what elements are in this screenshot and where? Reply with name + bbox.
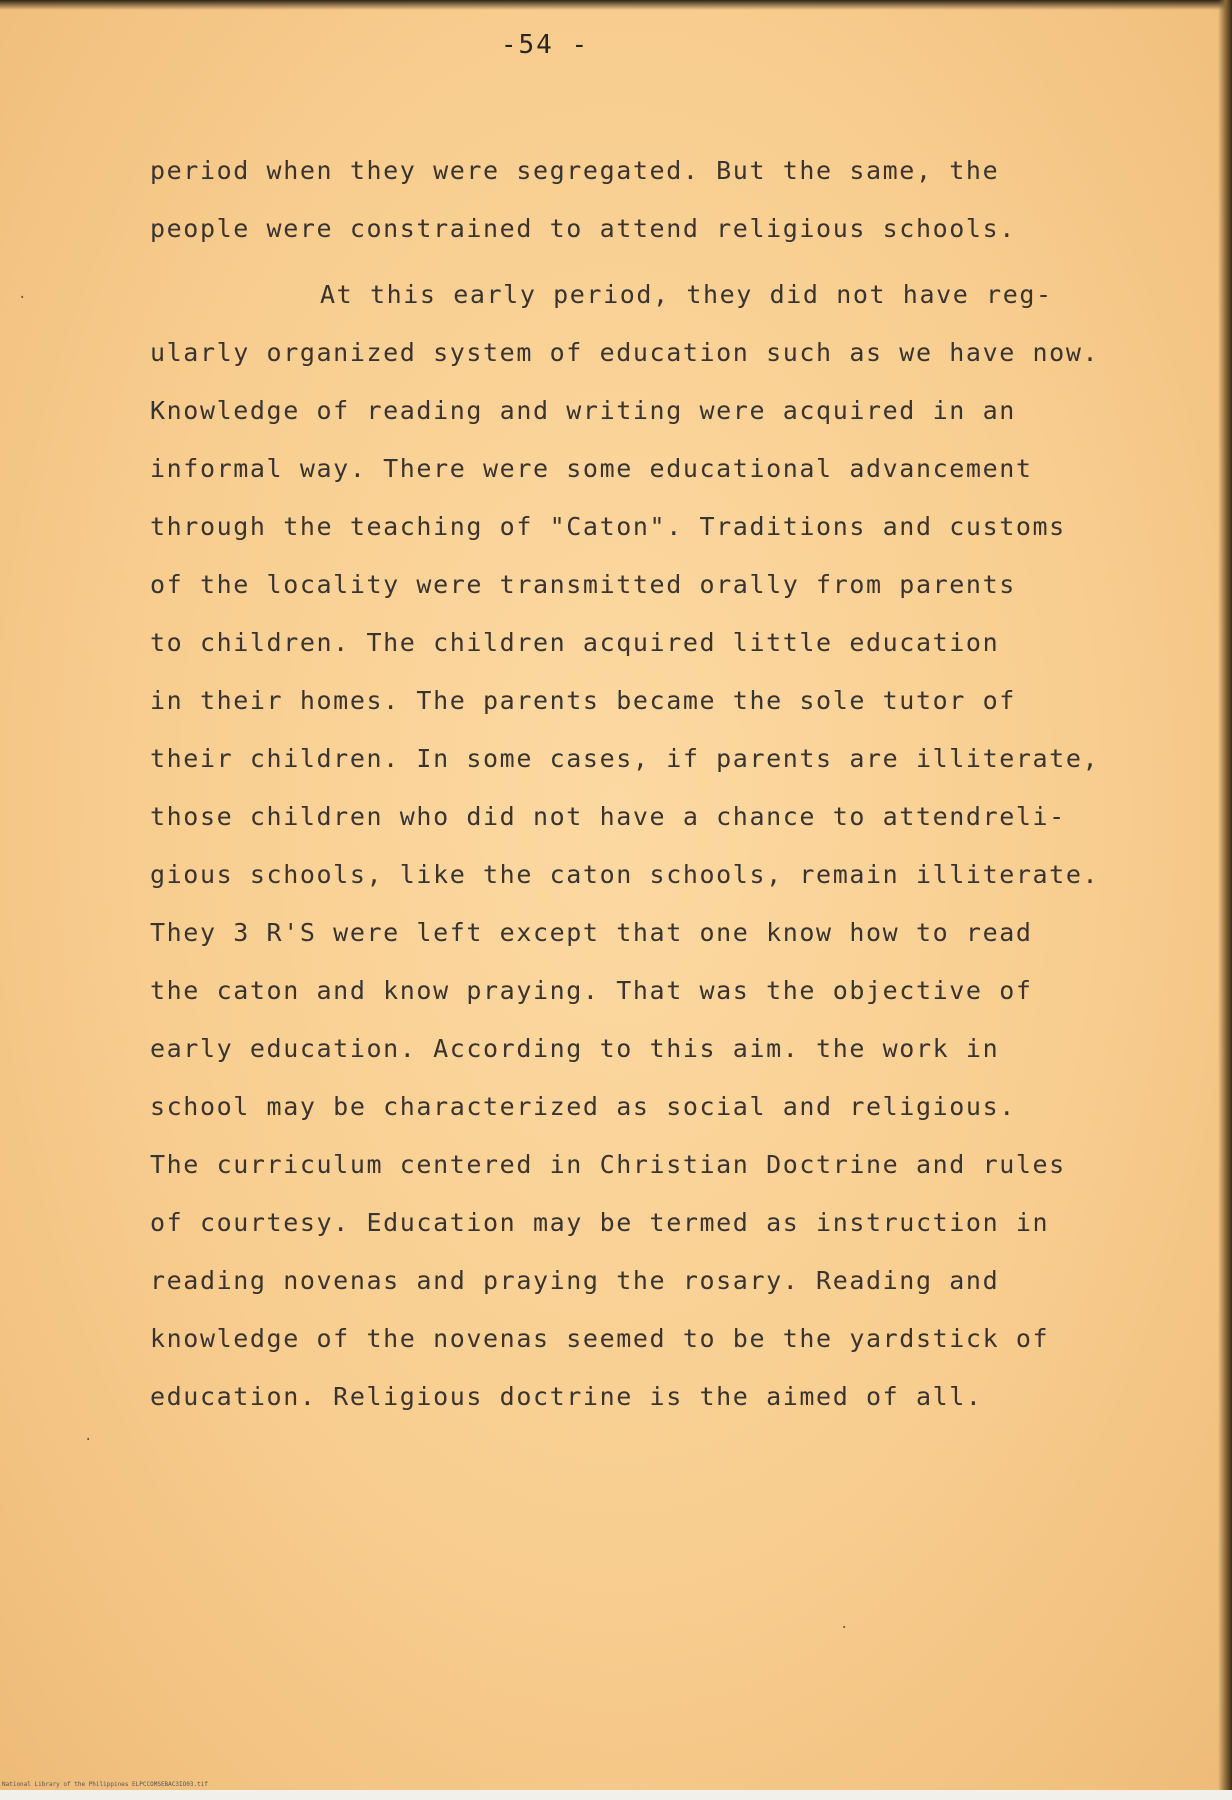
- text-line: period when they were segregated. But the same, the: [150, 156, 1000, 185]
- text-line: At this early period, they did not have reg-: [320, 280, 1053, 309]
- body-text: [150, 142, 1160, 1426]
- text-line: They 3 R'S were left except that one know how to read: [150, 918, 1033, 947]
- text-line: informal way. There were some educational advancement: [150, 454, 1033, 483]
- text-line: people were constrained to attend religious schools.: [150, 214, 1016, 243]
- text-line: their children. In some cases, if parents are illiterate,: [150, 744, 1100, 773]
- text-line: school may be characterized as social and religious.: [150, 1092, 1016, 1121]
- text-line: ularly organized system of education such as we have now.: [150, 338, 1100, 367]
- text-line: education. Religious doctrine is the aimed of all.: [150, 1382, 983, 1411]
- text-line: those children who did not have a chance to attendreli-: [150, 802, 1066, 831]
- text-line: early education. According to this aim. the work in: [150, 1034, 1000, 1063]
- page-number: -54 -: [500, 30, 590, 60]
- text-line: in their homes. The parents became the sole tutor of: [150, 686, 1016, 715]
- text-line: reading novenas and praying the rosary. Reading and: [150, 1266, 1000, 1295]
- text-line: gious schools, like the caton schools, remain illiterate.: [150, 860, 1100, 889]
- paper-fleck: ·: [18, 290, 27, 306]
- paper-fleck: ·: [840, 1620, 849, 1636]
- scan-top-shadow: [0, 0, 1232, 10]
- text-line: of courtesy. Education may be termed as instruction in: [150, 1208, 1050, 1237]
- text-line: Knowledge of reading and writing were acquired in an: [150, 396, 1016, 425]
- text-line: The curriculum centered in Christian Doctrine and rules: [150, 1150, 1066, 1179]
- scan-bottom-band: [0, 1790, 1232, 1800]
- text-line: of the locality were transmitted orally from parents: [150, 570, 1016, 599]
- archive-caption: National Library of the Philippines ELPCCOMSEBAC3IO03.tif: [2, 1781, 208, 1788]
- text-line: the caton and know praying. That was the objective of: [150, 976, 1033, 1005]
- text-line: to children. The children acquired little education: [150, 628, 1000, 657]
- scan-right-edge: [1218, 0, 1232, 1800]
- text-line: through the teaching of "Caton". Traditions and customs: [150, 512, 1066, 541]
- paper-fleck: ·: [84, 1432, 93, 1448]
- text-line: knowledge of the novenas seemed to be the yardstick of: [150, 1324, 1050, 1353]
